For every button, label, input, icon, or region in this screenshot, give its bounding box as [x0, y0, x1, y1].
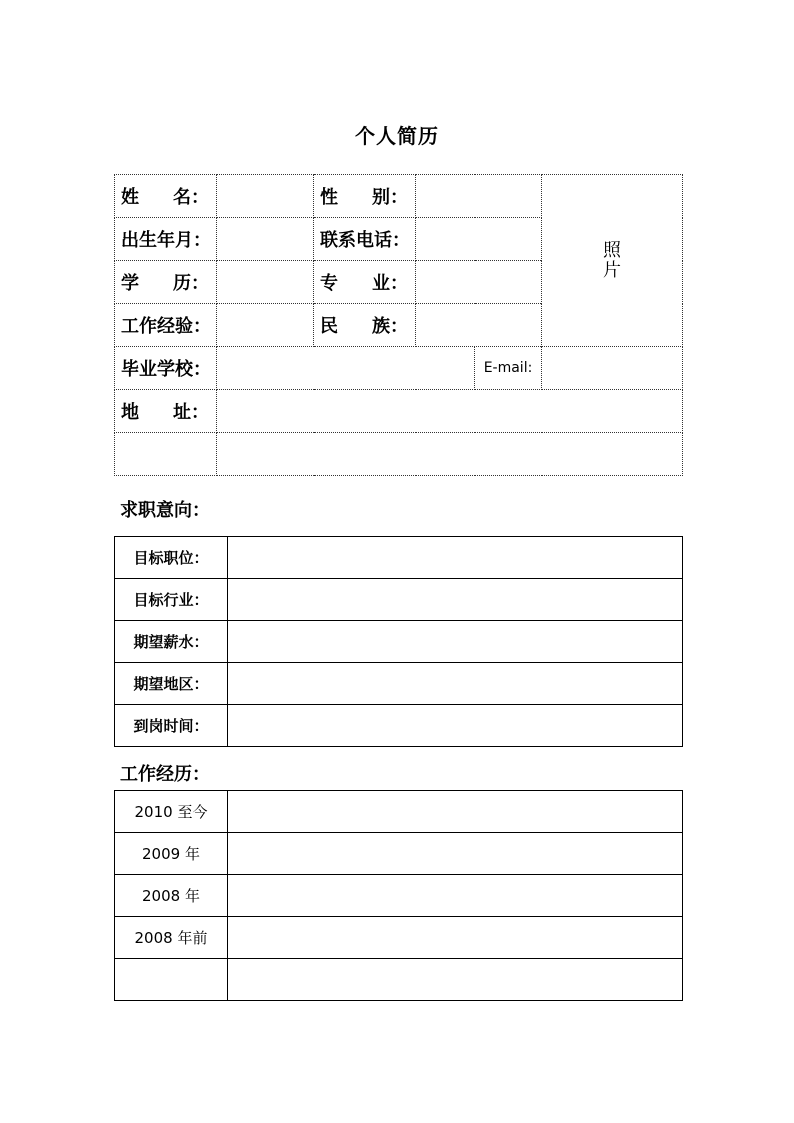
ethnicity-field[interactable] — [416, 304, 542, 347]
email-field[interactable] — [542, 347, 683, 390]
work-exp-label: 工作经验： — [115, 304, 217, 347]
target-position-label: 目标职位： — [115, 537, 228, 579]
address-label: 地 址： — [115, 390, 217, 433]
ethnicity-label: 民 族： — [314, 304, 416, 347]
history-field[interactable] — [228, 959, 683, 1001]
history-field[interactable] — [228, 917, 683, 959]
page-title: 个人简历 — [355, 124, 439, 148]
period-label: 2008 年前 — [115, 917, 228, 959]
major-field[interactable] — [416, 261, 542, 304]
job-intent-heading: 求职意向： — [120, 500, 210, 521]
extra-label-cell[interactable] — [115, 433, 217, 476]
address-field[interactable] — [217, 390, 683, 433]
table-row — [115, 579, 683, 621]
phone-label: 联系电话： — [314, 218, 416, 261]
extra-field[interactable] — [217, 433, 683, 476]
period-label — [115, 959, 228, 1001]
history-field[interactable] — [228, 833, 683, 875]
history-field[interactable] — [228, 875, 683, 917]
history-field[interactable] — [228, 791, 683, 833]
email-label: E-mail: — [475, 347, 542, 390]
major-label: 专 业： — [314, 261, 416, 304]
period-label: 2010 至今 — [115, 791, 228, 833]
table-row — [115, 875, 683, 917]
target-position-field[interactable] — [228, 537, 683, 579]
gender-label: 性 别： — [314, 175, 416, 218]
expected-region-label: 期望地区： — [115, 663, 228, 705]
name-field[interactable] — [217, 175, 314, 218]
target-industry-label: 目标行业： — [115, 579, 228, 621]
table-row — [115, 791, 683, 833]
gender-field[interactable] — [416, 175, 542, 218]
expected-region-field[interactable] — [228, 663, 683, 705]
table-row — [115, 959, 683, 1001]
work-history-heading: 工作经历： — [120, 764, 210, 785]
birth-label: 出生年月： — [115, 218, 217, 261]
period-label: 2008 年 — [115, 875, 228, 917]
name-label: 姓 名： — [115, 175, 217, 218]
table-row — [115, 833, 683, 875]
period-label: 2009 年 — [115, 833, 228, 875]
table-row — [115, 663, 683, 705]
photo-box[interactable] — [542, 175, 683, 347]
basic-info-table — [114, 174, 683, 476]
start-time-field[interactable] — [228, 705, 683, 747]
table-row — [115, 537, 683, 579]
table-row — [115, 621, 683, 663]
photo-label-2: 片 — [603, 259, 621, 281]
expected-salary-label: 期望薪水： — [115, 621, 228, 663]
start-time-label: 到岗时间： — [115, 705, 228, 747]
expected-salary-field[interactable] — [228, 621, 683, 663]
table-row — [115, 705, 683, 747]
photo-label-1: 照 — [603, 239, 621, 261]
work-exp-field[interactable] — [217, 304, 314, 347]
school-label: 毕业学校： — [115, 347, 217, 390]
target-industry-field[interactable] — [228, 579, 683, 621]
education-label: 学 历： — [115, 261, 217, 304]
phone-field[interactable] — [416, 218, 542, 261]
job-intent-table — [114, 536, 683, 747]
work-history-table — [114, 790, 683, 1001]
school-field[interactable] — [217, 347, 475, 390]
birth-field[interactable] — [217, 218, 314, 261]
education-field[interactable] — [217, 261, 314, 304]
table-row — [115, 917, 683, 959]
